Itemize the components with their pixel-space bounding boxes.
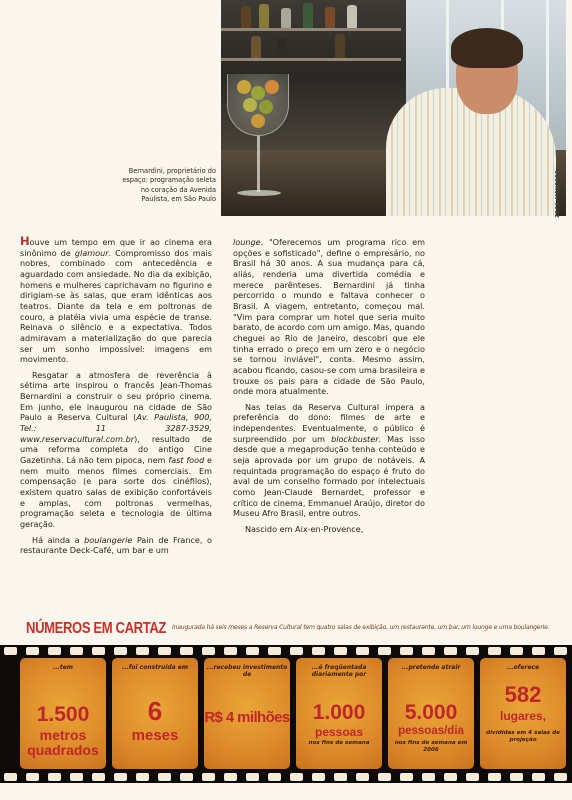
sprocket-hole xyxy=(268,773,281,781)
sprocket-hole xyxy=(202,773,215,781)
stat-label: ...recebeu investimento de xyxy=(206,664,288,678)
sprocket-hole xyxy=(334,647,347,655)
sprocket-hole xyxy=(510,647,523,655)
stat-value: 582 xyxy=(504,682,542,707)
stat-frame-target xyxy=(388,658,474,769)
stat-note: nos fins de semana em 2006 xyxy=(394,740,468,753)
stat-note: divididas em 4 salas de projeção xyxy=(486,730,560,743)
stat-label: ...pretende atrair xyxy=(401,664,461,671)
sprocket-hole xyxy=(510,773,523,781)
sprocket-holes-top xyxy=(0,647,572,657)
caption-line: espaço: programação seleta xyxy=(122,176,216,185)
stat-frame-investment xyxy=(204,658,290,769)
sprocket-hole xyxy=(48,647,61,655)
man-hair xyxy=(451,28,523,68)
stat-frame-build-time xyxy=(112,658,198,769)
sprocket-hole xyxy=(444,773,457,781)
sprocket-hole xyxy=(400,773,413,781)
stat-unit: lugares, xyxy=(499,709,547,723)
article-column-right xyxy=(233,237,425,539)
sprocket-hole xyxy=(422,647,435,655)
sprocket-hole xyxy=(334,773,347,781)
stat-value: R$ 4 milhões xyxy=(204,709,290,726)
film-strip xyxy=(0,645,572,783)
paragraph: Há ainda a boulangerie Pain de France, o restaurante Deck-Café, um bar e um xyxy=(20,534,212,556)
stat-value: 5.000 xyxy=(404,701,458,724)
sprocket-hole xyxy=(488,773,501,781)
stat-value: 1.500 xyxy=(36,703,90,726)
sprocket-hole xyxy=(246,647,259,655)
box-intro: Inaugurada há seis meses a Reserva Cultural tem quatro salas de exibição, um restaurante, um bar, um lounge e uma boulangerie. xyxy=(172,624,550,631)
stat-unit: meses xyxy=(131,727,179,744)
sprocket-holes-bottom xyxy=(0,773,572,783)
sprocket-hole xyxy=(4,773,17,781)
article-column-left xyxy=(20,234,213,561)
sprocket-hole xyxy=(114,647,127,655)
sprocket-hole xyxy=(422,773,435,781)
paragraph: Nas telas da Reserva Cultural impera a preferência do dono: filmes de arte e independentes. Eventualmente, o público é surpreendido por um blockbuster. Mas isso desde que a megaprodução tenha conteúdo e seja aprovada por um grupo de notáveis. A requintada programação do espaço é fruto do aval de um conselho formado por intelectuais como Jean-Claude Bernardet, professor e crítico de cinema, Emmanuel Araújo, diretor do Museu Afro Brasil, entre outros. xyxy=(233,401,425,519)
sprocket-hole xyxy=(378,773,391,781)
sprocket-hole xyxy=(488,647,501,655)
stat-unit: metros quadrados xyxy=(27,727,99,758)
sprocket-hole xyxy=(136,773,149,781)
sprocket-hole xyxy=(268,647,281,655)
sprocket-hole xyxy=(532,647,545,655)
photo-caption xyxy=(116,167,216,204)
sprocket-hole xyxy=(554,773,567,781)
sprocket-hole xyxy=(312,647,325,655)
stat-frame-daily-visitors xyxy=(296,658,382,769)
sprocket-hole xyxy=(70,773,83,781)
stat-label: ...oferece xyxy=(506,664,540,671)
sprocket-hole xyxy=(92,773,105,781)
sprocket-hole xyxy=(224,647,237,655)
stat-note: nos fins de semana xyxy=(308,740,370,746)
sprocket-hole xyxy=(400,647,413,655)
stat-label: ...é freqüentada diariamente por xyxy=(311,664,367,678)
sprocket-hole xyxy=(48,773,61,781)
stat-unit: pessoas/dia xyxy=(398,725,464,737)
paragraph: lounge. "Oferecemos um programa rico em opções e sofisticado", define o empresário, no Brasil há 30 anos. A sua mudança para cá, aliás, renderia uma divertida comédia e merece parênteses. Bernardini já tinha percorrido o mundo e faltava conhecer o Brasil. A viagem, entretanto, começou mal. "Vim para comprar um hotel que seria muito barato, de acordo com um amigo. Mas, quando cheguei ao Rio de Janeiro, descobri que ele tinha errado o preço em um zero e o negócio se tornou inviável", conta. Mesmo assim, acabou ficando, casou-se com uma brasileira e trouxe os pais para a cidade de São Paulo, onde mora atualmente. xyxy=(233,237,425,397)
sprocket-hole xyxy=(290,647,303,655)
box-title: NÚMEROS EM CARTAZ xyxy=(26,620,167,637)
sprocket-hole xyxy=(202,647,215,655)
sprocket-hole xyxy=(466,647,479,655)
caption-line: Paulista, em São Paulo xyxy=(141,194,216,203)
sprocket-hole xyxy=(92,647,105,655)
bar-photo xyxy=(221,0,566,216)
sprocket-hole xyxy=(4,647,17,655)
sprocket-hole xyxy=(114,773,127,781)
paragraph: Resgatar a atmosfera de reverência à sétima arte inspirou o francês Jean-Thomas Bernardini a construir o seu próprio cinema. Em junho, ele inaugurou na cidade de São Paulo a Reserva Cultural (Av. Paulista, 900, Tel.: 11 3287-3529, www.reservacultural.com.br), resultado de uma reforma completa do antigo Cine Gazetinha. Lá não tem pipoca, nem fast food e nem muito menos filmes comerciais. Em compensação (e para sorte dos cinéfilos), existem quatro salas de exibição confortáveis e amplas, com poltronas vermelhas, programação seleta e tecnologia de última geração. xyxy=(20,369,212,529)
sprocket-hole xyxy=(312,773,325,781)
sprocket-hole xyxy=(136,647,149,655)
stat-frame-seats xyxy=(480,658,566,769)
sprocket-hole xyxy=(444,647,457,655)
drop-cap: H xyxy=(20,234,30,248)
sprocket-hole xyxy=(158,647,171,655)
photo-credit: ZECA MENESES xyxy=(555,170,561,218)
sprocket-hole xyxy=(290,773,303,781)
sprocket-hole xyxy=(246,773,259,781)
stat-value: 1.000 xyxy=(312,701,366,724)
caption-line: no coração da Avenida xyxy=(140,185,216,194)
sprocket-hole xyxy=(158,773,171,781)
sprocket-hole xyxy=(378,647,391,655)
sprocket-hole xyxy=(532,773,545,781)
sprocket-hole xyxy=(26,773,39,781)
stat-unit: pessoas xyxy=(314,725,364,739)
sprocket-hole xyxy=(224,773,237,781)
sprocket-hole xyxy=(466,773,479,781)
sprocket-hole xyxy=(554,647,567,655)
caption-line: Bernardini, proprietário do xyxy=(128,167,216,175)
sprocket-hole xyxy=(26,647,39,655)
sprocket-hole xyxy=(180,647,193,655)
sprocket-hole xyxy=(180,773,193,781)
paragraph: Nascido em Aix-en-Provence, xyxy=(245,523,364,534)
sprocket-hole xyxy=(356,647,369,655)
paragraph: Houve um tempo em que ir ao cinema era sinônimo de glamour. Compromisso dos mais nobres, combinado com antecedência e aguardado com ansiedade. No dia da exibição, homens e mulheres caprichavam no figurino e dirigiam-se às salas, que eram idênticas aos teatros. Diante da tela e em poltronas de couro, a platéia vivia uma espécie de transe. Reinava o silêncio e a expectativa. Todos admiravam a materialização do que parecia ser um sonho impossível: imagens em movimento. xyxy=(20,234,213,365)
stat-label: ...tem xyxy=(52,664,74,671)
sprocket-hole xyxy=(356,773,369,781)
stat-label: ...foi construída em xyxy=(121,664,189,671)
stat-frame-area xyxy=(20,658,106,769)
stat-value: 6 xyxy=(147,696,163,726)
sprocket-hole xyxy=(70,647,83,655)
